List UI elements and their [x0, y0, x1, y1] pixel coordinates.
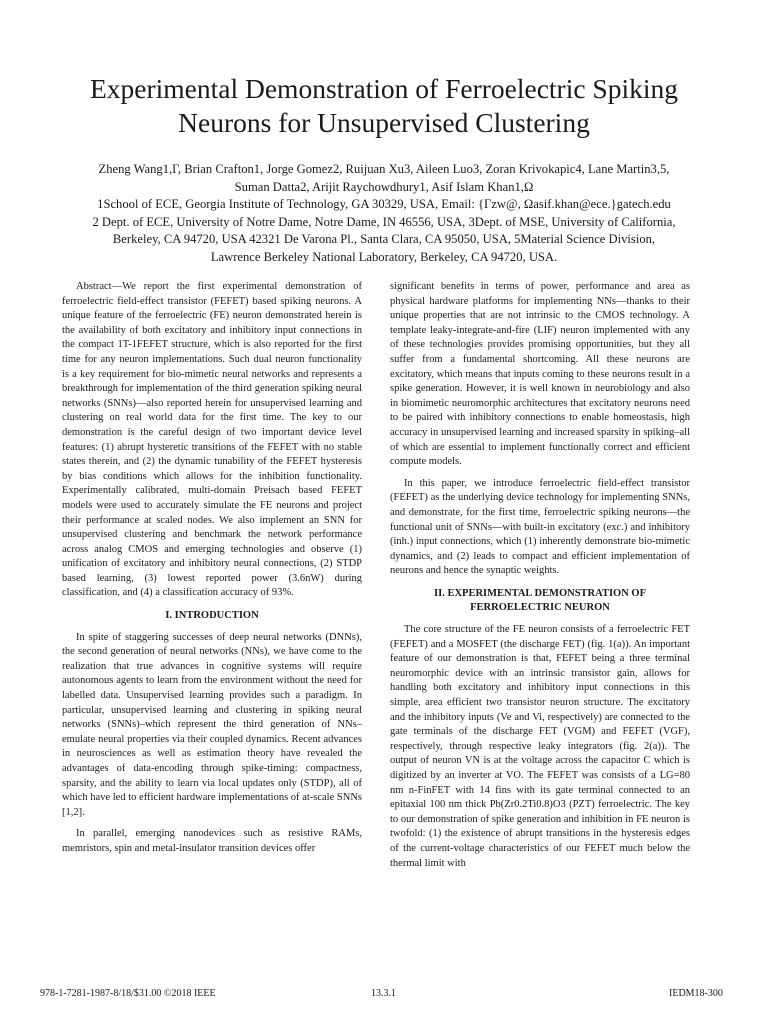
section-heading-line: II. EXPERIMENTAL DEMONSTRATION OF — [434, 587, 646, 599]
section-heading-line: FERROELECTRIC NEURON — [470, 602, 610, 614]
author-block — [40, 161, 728, 266]
affiliation-line: Berkeley, CA 94720, USA 42321 De Varona Pl., Santa Clara, CA 95050, USA, 5Material Science Division, — [112, 232, 656, 246]
author-line: Suman Datta2, Arijit Raychowdhury1, Asif Islam Khan1,Ω — [234, 179, 534, 194]
footer-page-number: 13.3.1 — [371, 988, 396, 999]
body-paragraph: significant benefits in terms of power, performance and area as physical hardware platforms for implementing NNs—thanks to their unique properties that are not intrinsic to the CMOS technology. A template leaky-integrate-and-fire (LIF) neuron implemented with any of these technologies provides promising opportunities, but they all suffer from a fundamental shortcoming. All these neurons are excitatory, which means that inputs coming to these neurons result in a spike generation. However, it is well known in neurobiology and also in biomimetic neuromorphic architectures that excitatory neurons need to be paired with inhibitory connections to enable homeostasis, high accuracy in unsupervised learning and increased sparsity in spiking–all of which are essential to implement functionally correct and efficient compute models. — [390, 281, 690, 468]
footer-isbn: 978-1-7281-1987-8/18/$31.00 ©2018 IEEE — [40, 988, 216, 999]
affiliation-line: 2 Dept. of ECE, University of Notre Dame, Notre Dame, IN 46556, USA, 3Dept. of MSE, University of California, — [92, 214, 676, 229]
body-paragraph: In parallel, emerging nanodevices such as resistive RAMs, memristors, spin and metal-insulator transition devices offer — [62, 828, 362, 854]
body-paragraph: In spite of staggering successes of deep neural networks (DNNs), the second generation of neural networks (NNs), we have come to the realization that true advances in cognitive systems will require autonomous agents to learn from the environment without the need for labelled data. Unsupervised learning provides such a paradigm. In particular, unsupervised learning and clustering in spiking neural networks (SNNs)–which represent the third generation of NNs–emulate neural properties via their coupled dynamics. Recent advances in neurosciences as well as estimation theory have revealed the advantages of data-encoding through spike-timing: compactness, sparsity, and the ability to learn via local updates only (STDP), all of which have led to efficient hardware implementations of at-scale SNNs [1,2]. — [62, 631, 362, 818]
section-heading-introduction: I. INTRODUCTION — [165, 610, 259, 622]
left-column — [62, 280, 362, 864]
body-paragraph: The core structure of the FE neuron consists of a ferroelectric FET (FEFET) and a MOSFET (the discharge FET) (fig. 1(a)). An important feature of our demonstration is that, FEFET being a three terminal neuromorphic device with an intrinsic transistor gain, allows for handling both excitatory and inhibitory input connections in this simple, area efficient two transistor neuron structure. The excitatory and the inhibitory inputs (Ve and Vi, respectively) are connected to the gate terminals of the discharge FET (VGM) and FEFET (VGF), respectively, through respective leaky integrators (fig. 2(a)). The output of neuron VN is at the voltage across the capacitor C which is digitized by an inverter at VO. The FEFET was consists of a LG=80 nm n-FinFET with 14 fins with its gate terminal connected to an epitaxial 100 nm thick Pb(Zr0.2Ti0.8)O3 (PZT) ferroelectric. The key to our demonstration of spike generation and inhibition in FE neuron is twofold: (1) the existence of abrupt transitions in the hysteresis edges of the current-voltage characteristics of our FEFET much below the thermal limit with — [390, 624, 690, 869]
right-column — [390, 280, 690, 878]
footer-conference-id: IEDM18-300 — [669, 988, 723, 999]
abstract-paragraph: Abstract—We report the first experimental demonstration of ferroelectric field-effect transistor (FEFET) based spiking neurons. A unique feature of the ferroelectric (FE) neuron demonstrated herein is the availability of both excitatory and inhibitory input connections in the compact 1T-1FEFET structure, which is also reported for the first time for any neuron implementations. Such dual neuron functionality is a key requirement for bio-mimetic neural networks and represents a breakthrough for implementation of the third generation spiking neural networks (SNNs)—also reported herein for unsupervised learning and clustering on real world data for the first time. The key to our demonstration is the careful design of two important device level features: (1) abrupt hysteretic transitions of the FEFET with no stable states therein, and (2) the dynamic tunability of the FEFET hysteresis by bias conditions which allows for the inhibition functionality. Experimentally calibrated, multi-domain Preisach based FEFET models were used to accurately simulate the FE neurons and project their performance at scaled nodes. We also implement an SNN for unsupervised clustering and benchmark the network performance across analog CMOS and emerging technologies and observe (1) unification of excitatory and inhibitory neural connections, (2) STDP based learning, (3) lowest reported power (3.6nW) during classification, and (4) a classification accuracy of 93%. — [62, 281, 362, 599]
affiliation-line: Lawrence Berkeley National Laboratory, Berkeley, CA 94720, USA. — [210, 249, 558, 264]
author-line: Zheng Wang1,Γ, Brian Crafton1, Jorge Gomez2, Ruijuan Xu3, Aileen Luo3, Zoran Krivokapic4, Lane Martin3,5, — [98, 162, 670, 176]
body-paragraph: In this paper, we introduce ferroelectric field-effect transistor (FEFET) as the underlying device technology for implementing SNNs, and demonstrate, for the first time, ferroelectric spiking neurons—the functional unit of SNNs—with built-in excitatory (exc.) and inhibitory (inh.) input connections, which (1) inherently demonstrate bio-mimetic dynamics, and (2) leads to compact and efficient implementation of neurons and hence the synaptic weights. — [390, 477, 690, 577]
affiliation-line: 1School of ECE, Georgia Institute of Technology, GA 30329, USA, Email: {Γzw@, Ωasif.khan@ece.}gatech.edu — [97, 197, 671, 211]
paper-title: Experimental Demonstration of Ferroelectric Spiking Neurons for Unsupervised Clustering — [89, 73, 679, 138]
section-heading-experimental — [390, 587, 690, 616]
